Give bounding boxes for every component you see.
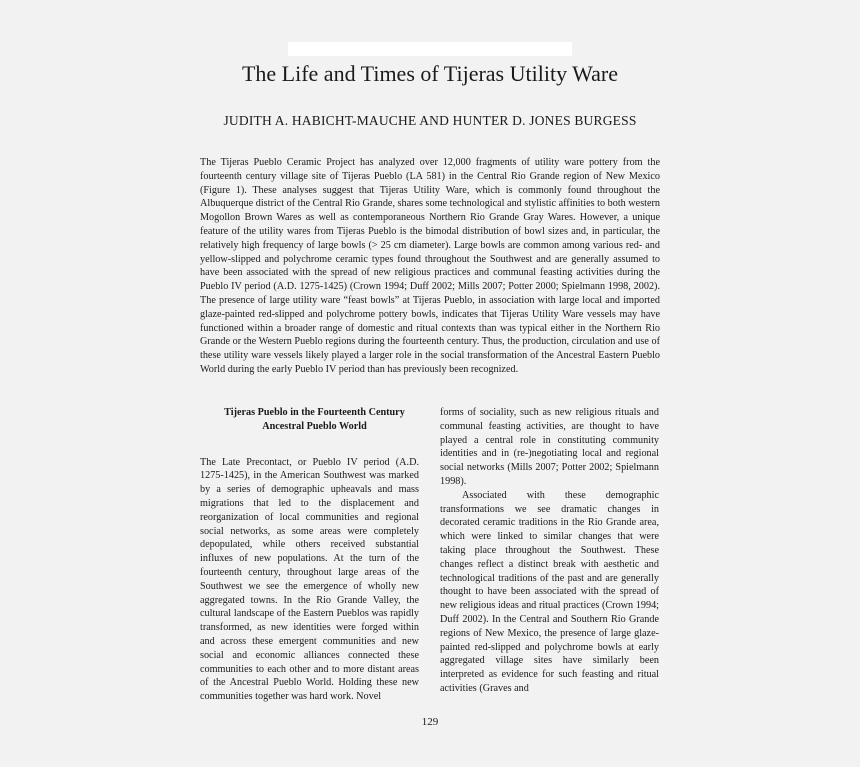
article-title: The Life and Times of Tijeras Utility Ware [241, 61, 619, 86]
right-body-paragraph-2: Associated with these demographic transformations we see dramatic changes in decorated ceramic traditions in the Rio Grande area, which were linked to similar changes that were taking place throughout the Southwest. These changes reflect a distinct break with aesthetic and technological traditions of the past and are generally thought to have been associated with the spread of new religious ideas and ritual practices (Crown 1994; Duff 2002). In the Central and Southern Rio Grande regions of New Mexico, the presence of large glaze-painted red-slipped and polychrome bowls at early aggregated village sites have similarly been interpreted as evidence for such feasting and ritual activities (Graves and [440, 489, 659, 694]
right-body-paragraph-1: forms of sociality, such as new religious rituals and communal feasting activities, are thought to have played a central role in constituting community identities and in (re-)negotiating local and regional social networks (Mills 2007; Potter 2002; Spielmann 1998). [440, 407, 659, 487]
right-column [440, 406, 659, 696]
section-heading-line-1: Tijeras Pueblo in the Fourteenth Century [224, 407, 405, 418]
abstract-paragraph: The Tijeras Pueblo Ceramic Project has analyzed over 12,000 fragments of utility ware pottery from the fourteenth century village site of Tijeras Pueblo (LA 581) in the Central Rio Grande region of New Mexico (Figure 1). These analyses suggest that Tijeras Utility Ware, which is commonly found throughout the Albuquerque district of the Central Rio Grande, shares some technological and stylistic affinities to both western Mogollon Brown Wares as well as contemporaneous Northern Rio Grande Gray Wares. However, a unique feature of the utility wares from Tijeras Pueblo is the bimodal distribution of bowl sizes and, in particular, the relatively high frequency of large bowls (> 25 cm diameter). Large bowls are common among various red- and yellow-slipped and polychrome ceramic types found throughout the Southwest and are generally assumed to have been associated with the spread of new religious practices and communal feasting activities during the Pueblo IV period (A.D. 1275-1425) (Crown 1994; Duff 2002; Mills 2007; Potter 2000; Spielmann 1998, 2002). The presence of large utility ware “feast bowls” at Tijeras Pueblo, in association with large local and imported glaze-painted red-slipped and polychrome pottery bowls, indicates that Tijeras Utility Ware vessels may have functioned within a broader range of domestic and ritual contexts than was typical either in the Northern Rio Grande or the Western Pueblo regions during the fourteenth century. Thus, the production, circulation and use of these utility ware vessels likely played a larger role in the social transformation of the Ancestral Eastern Pueblo World during the early Pueblo IV period than has previously been recognized. [200, 157, 660, 375]
left-body-paragraph: The Late Precontact, or Pueblo IV period (A.D. 1275-1425), in the American Southwest was marked by a series of demographic upheavals and mass migrations that led to the displacement and reorganization of local communities and regional social networks, as some areas were completely depopulated, while others received substantial influxes of new populations. At the turn of the fourteenth century, throughout large areas of the Southwest we see the emergence of wholly new aggregated towns. In the Rio Grande Valley, the cultural landscape of the Eastern Pueblos was rapidly transformed, as new identities were forged within and across these emergent communities and new social and economic alliances connected these communities to each other and to more distant areas of the Ancestral Pueblo World. Holding these new communities together was hard work. Novel [200, 456, 419, 703]
section-heading-line-2: Ancestral Pueblo World [262, 420, 367, 432]
left-column [200, 406, 419, 704]
section-heading [200, 406, 419, 434]
article-authors: JUDITH A. HABICHT-MAUCHE AND HUNTER D. JONES BURGESS [223, 113, 637, 128]
top-white-bar [288, 42, 572, 56]
page-number: 129 [421, 716, 439, 728]
